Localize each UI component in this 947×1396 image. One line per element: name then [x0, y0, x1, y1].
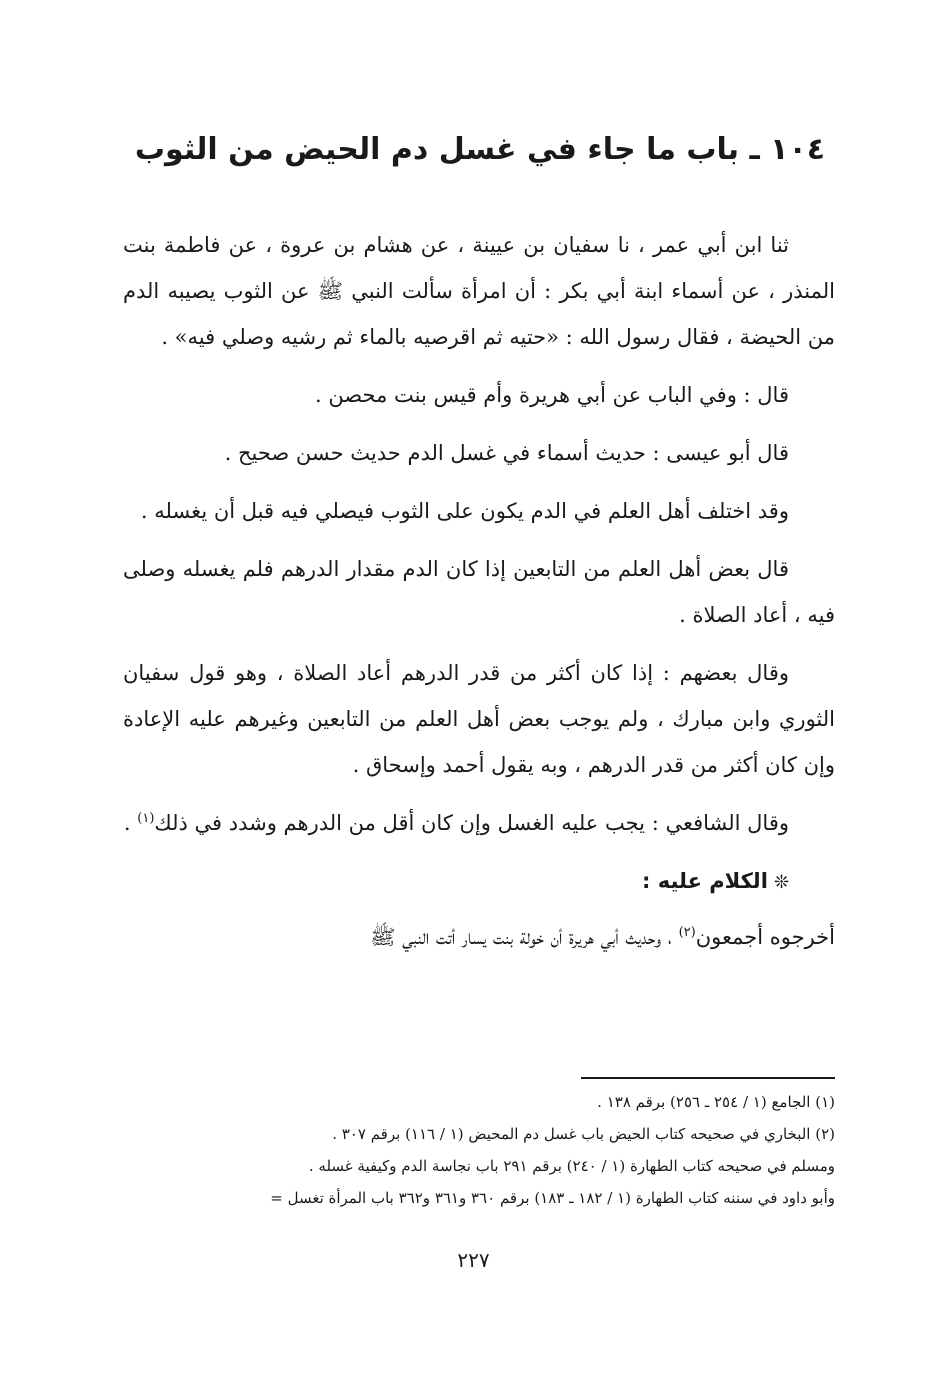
footnote-1: (١) الجامع (١ / ٢٥٤ ـ ٢٥٦) برقم ١٣٨ .	[597, 1093, 835, 1111]
takhrij-end: ، وحديث أبي هريرة أن خولة بنت يسار أتت النبي ﷺ	[370, 925, 679, 949]
footnote-2-cont-abudawud: وأبو داود في سننه كتاب الطهارة (١ / ١٨٢ ـ ١٨٣) برقم ٣٦٠ و٣٦١ و٣٦٢ باب المرأة تغسل =	[270, 1189, 835, 1207]
paragraph-shafii-text: وقال الشافعي : يجب عليه الغسل وإن كان أقل من الدرهم وشدد في ذلك	[154, 811, 789, 835]
paragraph-opinion-1: قال بعض أهل العلم من التابعين إذا كان الدم مقدار الدرهم فلم يغسله وصلى فيه ، أعاد الصلاة .	[123, 557, 835, 627]
paragraph-grading: قال أبو عيسى : حديث أسماء في غسل الدم حديث حسن صحيح .	[224, 441, 789, 465]
paragraph-opinion-2: وقال بعضهم : إذا كان أكثر من قدر الدرهم أعاد الصلاة ، وهو قول سفيان الثوري وابن مبارك ، ولم يوجب بعض أهل العلم من التابعين وغيرهم عليه الإعادة وإن كان أكثر من قدر الدرهم ، وبه يقول أحمد وإسحاق .	[123, 661, 835, 777]
takhrij-start: أخرجوه أجمعون	[695, 925, 835, 949]
footnote-2-cont-muslim: ومسلم في صحيحه كتاب الطهارة (١ / ٢٤٠) برقم ٢٩١ باب نجاسة الدم وكيفية غسله .	[308, 1157, 835, 1175]
chapter-title: ١٠٤ ـ باب ما جاء في غسل دم الحيض من الثوب	[134, 132, 826, 167]
footnote-ref-2[interactable]: (٢)	[678, 925, 696, 940]
asterisk-icon: ❊	[773, 872, 789, 893]
main-text	[123, 222, 835, 972]
footnote-ref-1[interactable]: (١)	[137, 811, 155, 826]
footnote-2: (٢) البخاري في صحيحه كتاب الحيض باب غسل دم المحيض (١ / ١١٦) برقم ٣٠٧ .	[332, 1125, 835, 1143]
paragraph-shafii	[123, 800, 835, 846]
hadith-paragraph: ثنا ابن أبي عمر ، نا سفيان بن عيينة ، عن هشام بن عروة ، عن فاطمة بنت المنذر ، عن أسماء ابنة أبي بكر : أن امرأة سألت النبي ﷺ عن الثوب يصيبه الدم من الحيضة ، فقال رسول الله : «حتيه ثم اقرصيه بالماء ثم رشيه وصلي فيه» .	[123, 233, 835, 349]
section-subheading	[123, 858, 789, 906]
paragraph-disagreement: وقد اختلف أهل العلم في الدم يكون على الثوب فيصلي فيه قبل أن يغسله .	[140, 499, 789, 523]
page-number: ٢٢٧	[457, 1248, 490, 1272]
footnotes	[123, 1086, 835, 1214]
paragraph-shafii-end: .	[123, 811, 138, 835]
paragraph-bab: قال : وفي الباب عن أبي هريرة وأم قيس بنت محصن .	[314, 383, 789, 407]
footnote-divider	[581, 1077, 835, 1079]
subheading-text: الكلام عليه :	[642, 869, 768, 893]
paragraph-takhrij	[123, 914, 835, 960]
